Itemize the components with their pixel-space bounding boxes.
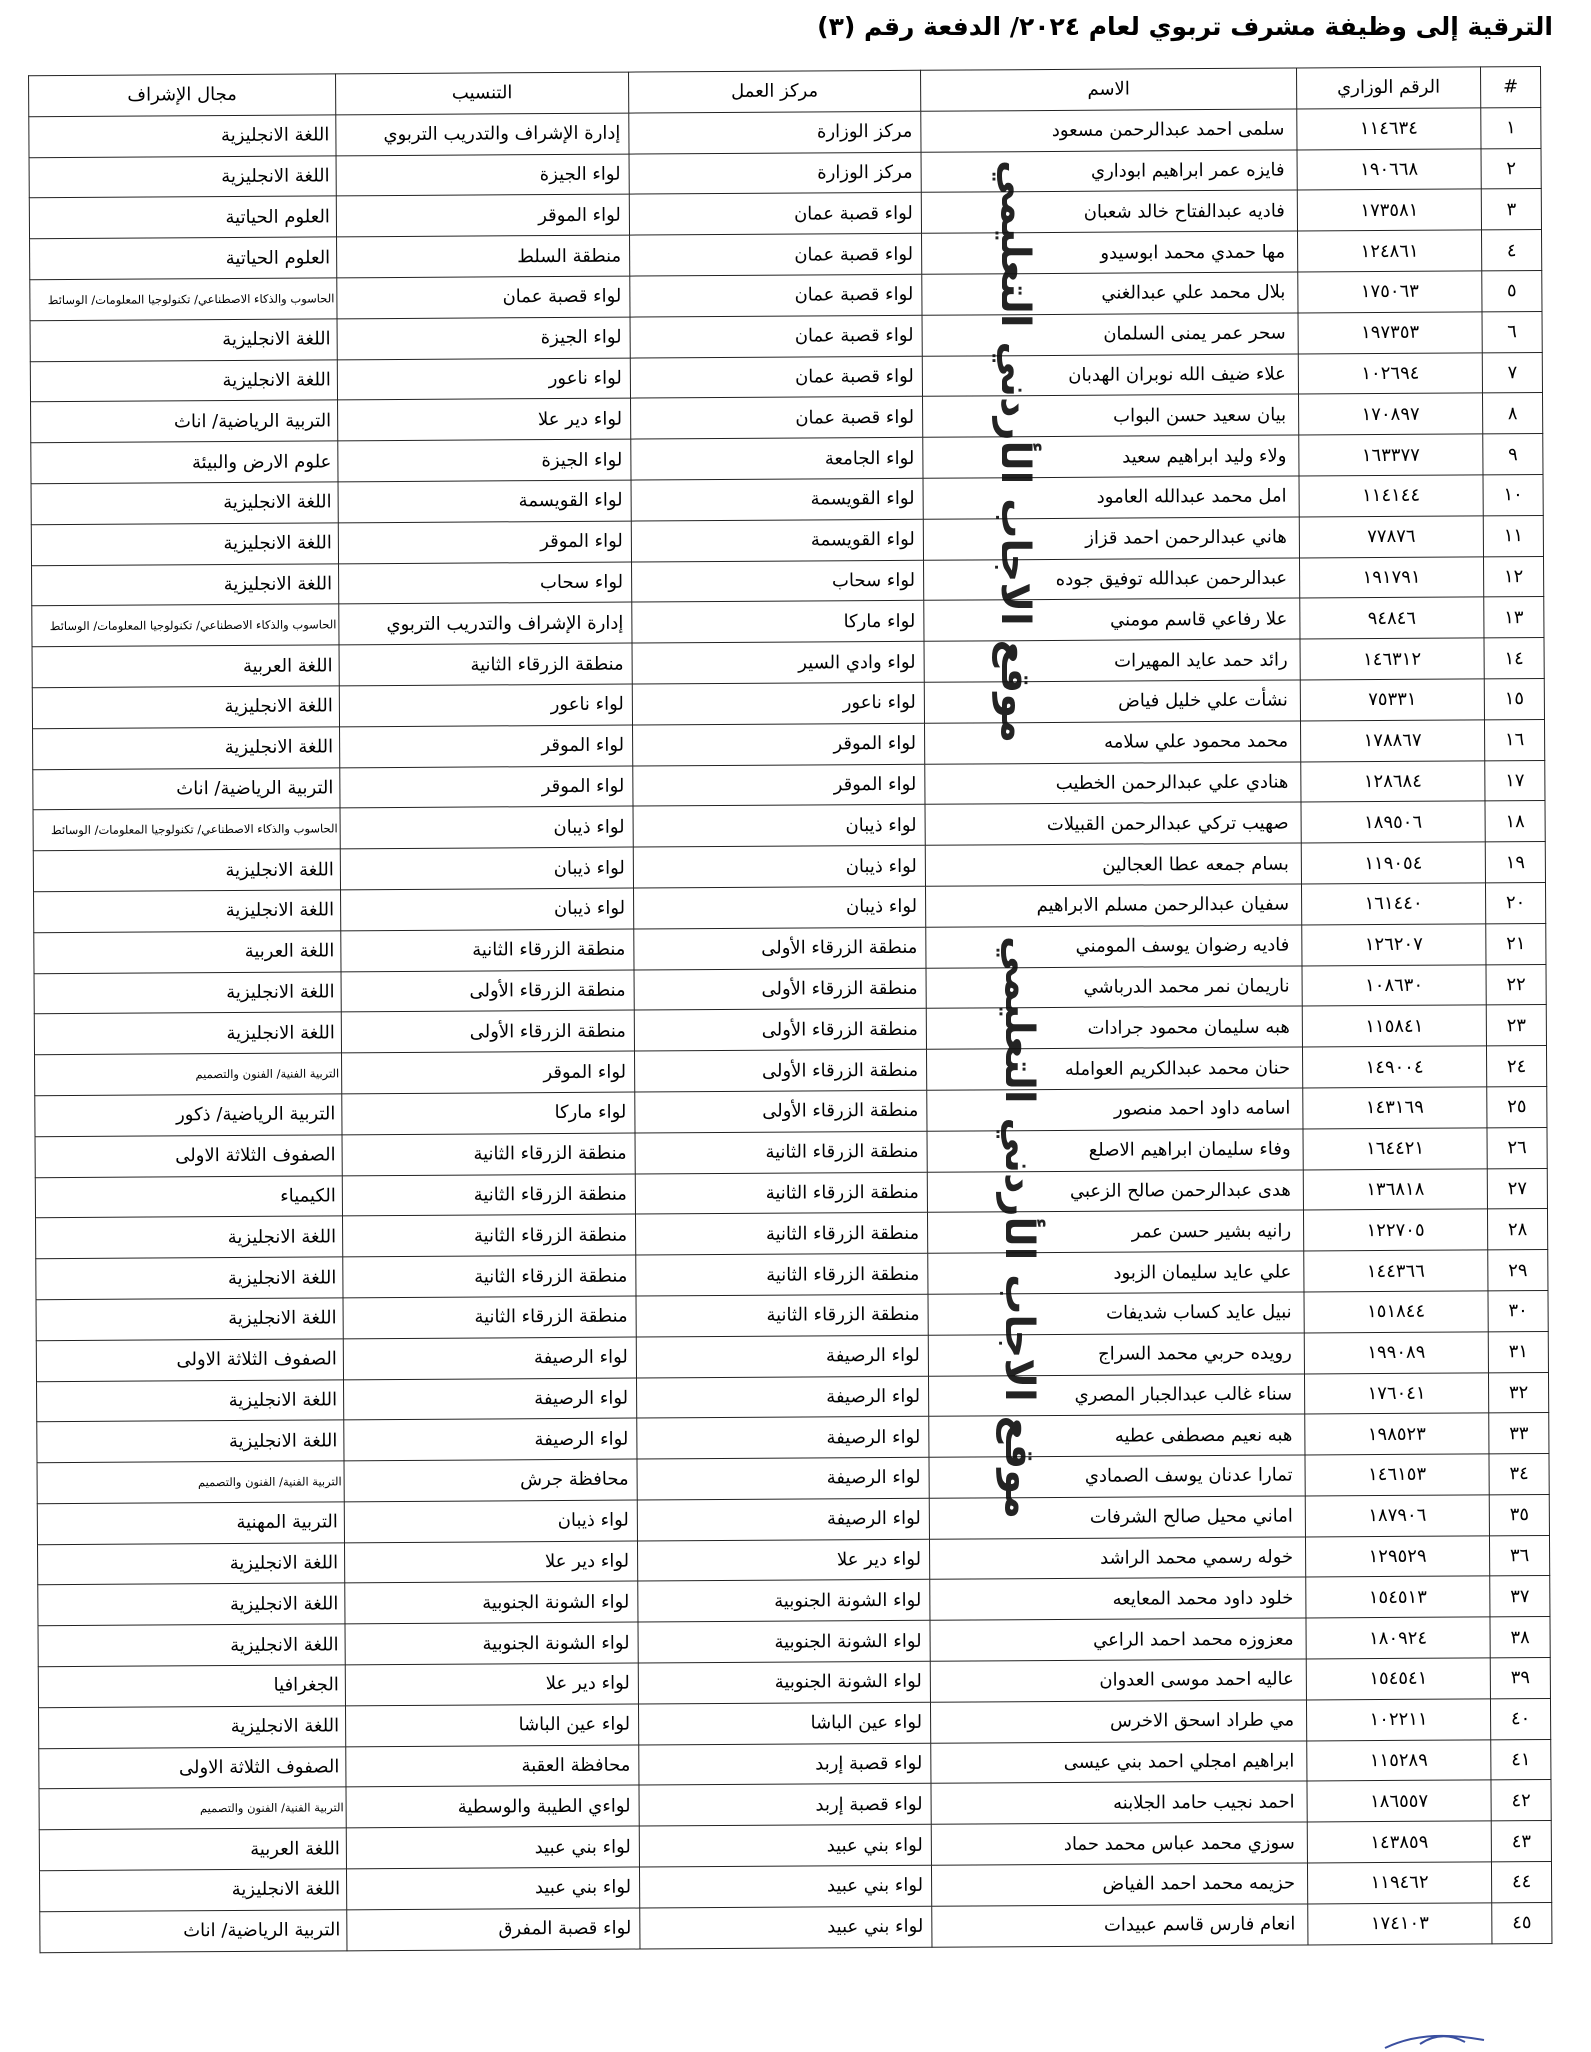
cell-work-center: لواء عين الباشا (638, 1702, 930, 1745)
cell-work-center: منطقة الزرقاء الأولى (634, 927, 926, 970)
cell-ministry-number: ١٩٨٥٢٣ (1305, 1413, 1489, 1455)
cell-index: ٢٠ (1485, 882, 1545, 923)
cell-placement: لواء عين الباشا (345, 1704, 638, 1747)
cell-work-center: لواء الشونة الجنوبية (638, 1621, 930, 1664)
cell-name: عاليه احمد موسى العدوان (930, 1659, 1306, 1702)
cell-index: ٣ (1481, 189, 1541, 230)
cell-placement: لواء دير علا (338, 398, 631, 441)
cell-ministry-number: ١٤٣١٦٩ (1303, 1087, 1487, 1129)
cell-placement: لواء الرصيفة (344, 1418, 637, 1461)
cell-name: هنادي علي عبدالرحمن الخطيب (925, 762, 1301, 805)
cell-placement: لواء الموقر (340, 766, 633, 809)
cell-ministry-number: ١٤٦١٥٣ (1305, 1454, 1489, 1496)
cell-placement: منطقة السلط (337, 235, 630, 278)
cell-placement: لواء الموقر (338, 521, 631, 564)
cell-placement: لواء ذيبان (344, 1500, 637, 1543)
cell-ministry-number: ١٢٤٨٦١ (1298, 230, 1482, 272)
cell-name: حنان محمد عبدالكريم العوامله (926, 1047, 1302, 1090)
cell-supervision-field: اللغة الانجليزية (32, 686, 339, 729)
cell-index: ٤٢ (1491, 1780, 1551, 1821)
cell-index: ١٠ (1483, 474, 1543, 515)
cell-name: هبه سليمان محمود جرادات (926, 1006, 1302, 1049)
cell-index: ٢٩ (1488, 1250, 1548, 1291)
cell-index: ٢١ (1486, 923, 1546, 964)
cell-ministry-number: ١٨٩٥٠٦ (1301, 801, 1485, 843)
cell-supervision-field: الصفوف الثلاثة الاولى (39, 1746, 346, 1789)
cell-work-center: لواء الموقر (633, 764, 925, 807)
cell-work-center: لواء الرصيفة (636, 1376, 928, 1419)
cell-placement: منطقة الزرقاء الثانية (343, 1296, 636, 1339)
cell-index: ٩ (1483, 434, 1543, 475)
cell-work-center: لواء ناعور (632, 682, 924, 725)
cell-placement: منطقة الزرقاء الثانية (342, 1174, 635, 1217)
cell-work-center: لواء بني عبيد (640, 1906, 932, 1949)
cell-name: معزوزه محمد احمد الراعي (930, 1618, 1306, 1661)
cell-supervision-field: اللغة الانجليزية (38, 1543, 345, 1586)
promotion-table-wrapper (28, 66, 1551, 1953)
cell-index: ٣٠ (1488, 1290, 1548, 1331)
cell-work-center: لواء الرصيفة (637, 1498, 929, 1541)
cell-index: ٤٠ (1490, 1698, 1550, 1739)
cell-work-center: منطقة الزرقاء الثانية (635, 1131, 927, 1174)
cell-supervision-field: الكيمياء (35, 1175, 342, 1218)
cell-ministry-number: ١٧٥٠٦٣ (1298, 271, 1482, 313)
cell-work-center: لواء قصبة عمان (630, 315, 922, 358)
cell-name: سلمى احمد عبدالرحمن مسعود (921, 109, 1297, 152)
cell-name: علاء ضيف الله نوبران الهدبان (922, 354, 1298, 397)
cell-supervision-field: اللغة الانجليزية (31, 523, 338, 566)
cell-work-center: لواء قصبة عمان (630, 274, 922, 317)
cell-name: خوله رسمي محمد الراشد (929, 1537, 1305, 1580)
cell-ministry-number: ١٠٢٦٩٤ (1298, 352, 1482, 394)
cell-supervision-field: اللغة الانجليزية (37, 1379, 344, 1422)
cell-name: هاني عبدالرحمن احمد قزاز (923, 517, 1299, 560)
cell-supervision-field: التربية المهنية (37, 1502, 344, 1545)
cell-ministry-number: ١٧٤١٠٣ (1308, 1903, 1492, 1945)
cell-ministry-number: ١٤٣٨٥٩ (1307, 1821, 1491, 1863)
cell-supervision-field: اللغة الانجليزية (37, 1420, 344, 1463)
cell-index: ١٣ (1484, 597, 1544, 638)
promotion-table (28, 66, 1552, 1953)
cell-placement: لواء الموقر (340, 725, 633, 768)
cell-index: ٣٥ (1489, 1494, 1549, 1535)
cell-supervision-field: اللغة الانجليزية (38, 1624, 345, 1667)
cell-name: اسامه داود احمد منصور (927, 1088, 1303, 1131)
cell-placement: منطقة الزرقاء الثانية (343, 1214, 636, 1257)
header-name: الاسم (921, 68, 1297, 111)
cell-work-center: منطقة الزرقاء الثانية (636, 1294, 928, 1337)
cell-placement: لواء الرصيفة (343, 1337, 636, 1380)
cell-work-center: لواء وادي السير (632, 641, 924, 684)
cell-ministry-number: ١١٥٨٤١ (1302, 1005, 1486, 1047)
cell-supervision-field: اللغة الانجليزية (34, 890, 341, 933)
cell-placement: لواء ماركا (342, 1092, 635, 1135)
cell-work-center: لواء قصبة عمان (630, 233, 922, 276)
cell-supervision-field: التربية الرياضية/ اناث (33, 767, 340, 810)
cell-placement: منطقة الزرقاء الثانية (342, 1133, 635, 1176)
cell-ministry-number: ١٨٠٩٢٤ (1306, 1617, 1490, 1659)
cell-name: سوزي محمد عباس محمد حماد (931, 1822, 1307, 1865)
cell-index: ٤٥ (1492, 1902, 1552, 1943)
cell-ministry-number: ١٢٨٦٨٤ (1301, 760, 1485, 802)
cell-placement: لواء الرصيفة (344, 1378, 637, 1421)
table-body (29, 107, 1552, 1952)
cell-supervision-field: اللغة الانجليزية (30, 359, 337, 402)
cell-index: ٢٧ (1487, 1168, 1547, 1209)
cell-name: اماني محيل صالح الشرفات (929, 1496, 1305, 1539)
cell-ministry-number: ١٧٨٨٦٧ (1300, 720, 1484, 762)
header-index: # (1481, 66, 1541, 107)
cell-placement: منطقة الزرقاء الأولى (341, 970, 634, 1013)
cell-supervision-field: اللغة الانجليزية (36, 1216, 343, 1259)
cell-supervision-field: اللغة الانجليزية (39, 1869, 346, 1912)
cell-name: ابراهيم امجلي احمد بني عيسى (931, 1741, 1307, 1784)
page-title: الترقية إلى وظيفة مشرف تربوي لعام ٢٠٢٤/ الدفعة رقم (٣) (817, 12, 1553, 41)
cell-ministry-number: ١٤٤٣٦٦ (1304, 1250, 1488, 1292)
cell-placement: لواء القويسمة (338, 480, 631, 523)
cell-ministry-number: ١٦٣٣٧٧ (1299, 434, 1483, 476)
cell-supervision-field: اللغة الانجليزية (31, 482, 338, 525)
cell-supervision-field: اللغة الانجليزية (33, 849, 340, 892)
cell-supervision-field: اللغة الانجليزية (29, 115, 336, 158)
cell-index: ١٨ (1485, 801, 1545, 842)
cell-ministry-number: ١٠٨٦٣٠ (1302, 964, 1486, 1006)
cell-name: رويده حربي محمد السراج (928, 1333, 1304, 1376)
cell-placement: لواء ناعور (337, 358, 630, 401)
cell-index: ١٢ (1483, 556, 1543, 597)
cell-placement: لواء ناعور (339, 684, 632, 727)
cell-work-center: منطقة الزرقاء الأولى (634, 1009, 926, 1052)
cell-name: هبه نعيم مصطفى عطيه (929, 1414, 1305, 1457)
cell-ministry-number: ١٢٢٧٠٥ (1303, 1209, 1487, 1251)
cell-supervision-field: التربية الرياضية/ ذكور (35, 1094, 342, 1137)
cell-work-center: لواء بني عبيد (639, 1825, 931, 1868)
cell-work-center: منطقة الزرقاء الثانية (636, 1253, 928, 1296)
cell-work-center: لواء الشونة الجنوبية (638, 1580, 930, 1623)
cell-work-center: لواء دير علا (637, 1539, 929, 1582)
cell-supervision-field: اللغة الانجليزية (29, 155, 336, 198)
cell-ministry-number: ١٧٦٠٤١ (1304, 1372, 1488, 1414)
cell-index: ٤٣ (1491, 1821, 1551, 1862)
cell-placement: لواء الموقر (342, 1051, 635, 1094)
cell-work-center: لواء الجامعة (631, 437, 923, 480)
cell-name: مي طراد اسحق الاخرس (930, 1700, 1306, 1743)
cell-supervision-field: التربية الفنية/ الفنون والتصميم (39, 1787, 346, 1830)
cell-supervision-field: الحاسوب والذكاء الاصطناعي/ تكنولوجيا المعلومات/ الوسائط (33, 808, 340, 851)
cell-name: احمد نجيب حامد الجلابنه (931, 1781, 1307, 1824)
cell-placement: لواء قصبة المفرق (347, 1908, 640, 1951)
cell-name: نبيل عايد كساب شديفات (928, 1292, 1304, 1335)
cell-index: ٣٨ (1490, 1617, 1550, 1658)
cell-placement: منطقة الزرقاء الثانية (341, 929, 634, 972)
cell-ministry-number: ١٢٦٢٠٧ (1302, 924, 1486, 966)
cell-index: ٥ (1482, 270, 1542, 311)
header-ministry-number: الرقم الوزاري (1297, 67, 1481, 109)
cell-work-center: لواء القويسمة (631, 478, 923, 521)
cell-supervision-field: العلوم الحياتية (29, 196, 336, 239)
cell-supervision-field: التربية الفنية/ الفنون والتصميم (37, 1461, 344, 1504)
cell-index: ١٥ (1484, 678, 1544, 719)
cell-work-center: لواء قصبة إربد (639, 1784, 931, 1827)
cell-index: ١٩ (1485, 842, 1545, 883)
cell-supervision-field: اللغة العربية (32, 645, 339, 688)
cell-name: عبدالرحمن عبدالله توفيق جوده (924, 558, 1300, 601)
header-supervision-field: مجال الإشراف (29, 74, 336, 117)
cell-index: ٣٦ (1489, 1535, 1549, 1576)
cell-work-center: لواء قصبة عمان (631, 397, 923, 440)
cell-supervision-field: العلوم الحياتية (30, 237, 337, 280)
cell-name: نشأت علي خليل فياض (924, 680, 1300, 723)
cell-placement: محافظة العقبة (346, 1745, 639, 1788)
cell-ministry-number: ١٨٧٩٠٦ (1305, 1495, 1489, 1537)
cell-ministry-number: ١٥٤٥١٣ (1306, 1576, 1490, 1618)
cell-ministry-number: ١١٤١٤٤ (1299, 475, 1483, 517)
cell-work-center: منطقة الزرقاء الثانية (635, 1213, 927, 1256)
header-placement: التنسيب (336, 72, 629, 115)
cell-ministry-number: ٧٧٨٧٦ (1299, 516, 1483, 558)
cell-placement: لواء بني عبيد (346, 1867, 639, 1910)
cell-placement: لواء الشونة الجنوبية (345, 1622, 638, 1665)
cell-work-center: لواء بني عبيد (639, 1865, 931, 1908)
cell-supervision-field: اللغة الانجليزية (33, 727, 340, 770)
cell-index: ١١ (1483, 515, 1543, 556)
cell-ministry-number: ١٦٤٤٢١ (1303, 1128, 1487, 1170)
cell-work-center: لواء قصبة عمان (629, 193, 921, 236)
cell-index: ٢٦ (1487, 1127, 1547, 1168)
cell-placement: إدارة الإشراف والتدريب التربوي (339, 602, 632, 645)
cell-work-center: لواء الرصيفة (637, 1457, 929, 1500)
cell-work-center: لواء قصبة عمان (630, 356, 922, 399)
signature-mark (1380, 2022, 1490, 2052)
cell-supervision-field: اللغة الانجليزية (34, 1012, 341, 1055)
cell-placement: لواء الجيزة (338, 439, 631, 482)
cell-work-center: لواء الشونة الجنوبية (638, 1661, 930, 1704)
cell-placement: لواء ذيبان (341, 888, 634, 931)
cell-name: هدى عبدالرحمن صالح الزعبي (927, 1169, 1303, 1212)
table-row (40, 1902, 1552, 1952)
cell-work-center: لواء ماركا (632, 601, 924, 644)
cell-index: ٧ (1482, 352, 1542, 393)
cell-index: ٤٤ (1491, 1862, 1551, 1903)
cell-ministry-number: ١٤٦٣١٢ (1300, 638, 1484, 680)
cell-supervision-field: اللغة الانجليزية (34, 971, 341, 1014)
cell-index: ٢ (1481, 148, 1541, 189)
cell-ministry-number: ١٧٠٨٩٧ (1299, 393, 1483, 435)
cell-supervision-field: الحاسوب والذكاء الاصطناعي/ تكنولوجيا المعلومات/ الوسائط (30, 278, 337, 321)
cell-work-center: منطقة الزرقاء الأولى (635, 1049, 927, 1092)
cell-supervision-field: اللغة الانجليزية (38, 1583, 345, 1626)
cell-work-center: لواء ذيبان (634, 886, 926, 929)
cell-ministry-number: ١٩٩٠٨٩ (1304, 1332, 1488, 1374)
cell-index: ٢٣ (1486, 1005, 1546, 1046)
cell-work-center: لواء قصبة إربد (639, 1743, 931, 1786)
cell-placement: لواء بني عبيد (346, 1826, 639, 1869)
cell-name: مها حمدي محمد ابوسيدو (922, 231, 1298, 274)
cell-name: سحر عمر يمنى السلمان (922, 313, 1298, 356)
cell-ministry-number: ٩٤٨٤٦ (1300, 597, 1484, 639)
cell-name: محمد محمود علي سلامه (925, 721, 1301, 764)
cell-work-center: منطقة الزرقاء الأولى (634, 968, 926, 1011)
cell-index: ١٦ (1484, 719, 1544, 760)
cell-supervision-field: الصفوف الثلاثة الاولى (36, 1339, 343, 1382)
header-work-center: مركز العمل (629, 70, 921, 113)
cell-name: خلود داود محمد المعايعه (930, 1577, 1306, 1620)
cell-ministry-number: ٧٥٣٣١ (1300, 679, 1484, 721)
cell-supervision-field: اللغة الانجليزية (30, 319, 337, 362)
watermark-text: موقع الاجاب الأردني التعليمي (992, 160, 1038, 744)
cell-name: انعام فارس قاسم عبيدات (932, 1904, 1308, 1947)
cell-ministry-number: ١٦١٤٤٠ (1301, 883, 1485, 925)
cell-placement: لواء سحاب (339, 562, 632, 605)
cell-index: ٨ (1482, 393, 1542, 434)
cell-name: سناء غالب عبدالجبار المصري (928, 1373, 1304, 1416)
cell-index: ٢٢ (1486, 964, 1546, 1005)
cell-index: ٤١ (1491, 1739, 1551, 1780)
cell-placement: لواء الشونة الجنوبية (345, 1582, 638, 1625)
cell-placement: لواء الجيزة (337, 317, 630, 360)
cell-work-center: لواء ذيبان (633, 805, 925, 848)
cell-placement: إدارة الإشراف والتدريب التربوي (336, 113, 629, 156)
cell-name: ناريمان نمر محمد الدرباشي (926, 966, 1302, 1009)
cell-work-center: لواء القويسمة (631, 519, 923, 562)
cell-placement: لواء ذيبان (340, 806, 633, 849)
watermark-text: موقع الاجاب الأردني التعليمي (996, 936, 1042, 1520)
cell-placement: محافظة جرش (344, 1459, 637, 1502)
cell-index: ١٤ (1484, 638, 1544, 679)
cell-name: بيان سعيد حسن البواب (923, 394, 1299, 437)
cell-name: علا رفاعي قاسم مومني (924, 598, 1300, 641)
cell-work-center: لواء سحاب (632, 560, 924, 603)
cell-ministry-number: ١٧٣٥٨١ (1297, 189, 1481, 231)
cell-supervision-field: التربية الرياضية/ اناث (31, 400, 338, 443)
cell-name: صهيب تركي عبدالرحمن القبيلات (925, 802, 1301, 845)
cell-ministry-number: ١١٩٠٥٤ (1301, 842, 1485, 884)
cell-placement: منطقة الزرقاء الثانية (339, 643, 632, 686)
cell-index: ٢٨ (1487, 1209, 1547, 1250)
cell-work-center: مركز الوزارة (629, 111, 921, 154)
cell-supervision-field: اللغة الانجليزية (32, 563, 339, 606)
cell-work-center: لواء الموقر (633, 723, 925, 766)
cell-ministry-number: ١٣٦٨١٨ (1303, 1168, 1487, 1210)
cell-ministry-number: ١٤٩٠٠٤ (1302, 1046, 1486, 1088)
cell-placement: لواء دير علا (344, 1541, 637, 1584)
cell-supervision-field: علوم الارض والبيئة (31, 441, 338, 484)
cell-supervision-field: التربية الرياضية/ اناث (40, 1910, 347, 1953)
cell-supervision-field: الصفوف الثلاثة الاولى (35, 1135, 342, 1178)
cell-ministry-number: ١٩٠٦٦٨ (1297, 148, 1481, 190)
cell-ministry-number: ١٢٩٥٢٩ (1305, 1536, 1489, 1578)
cell-name: امل محمد عبدالله العامود (923, 476, 1299, 519)
cell-supervision-field: اللغة الانجليزية (38, 1706, 345, 1749)
cell-placement: لواء الموقر (336, 194, 629, 237)
cell-index: ١٧ (1485, 760, 1545, 801)
cell-index: ٤ (1482, 230, 1542, 271)
cell-index: ٣٤ (1489, 1454, 1549, 1495)
cell-ministry-number: ١١٤٦٣٤ (1297, 108, 1481, 150)
cell-ministry-number: ١٩٧٣٥٣ (1298, 312, 1482, 354)
cell-index: ١ (1481, 107, 1541, 148)
cell-supervision-field: اللغة الانجليزية (36, 1257, 343, 1300)
cell-placement: لواء دير علا (345, 1663, 638, 1706)
cell-name: بلال محمد علي عبدالغني (922, 272, 1298, 315)
cell-placement: منطقة الزرقاء الأولى (341, 1010, 634, 1053)
cell-placement: لواء الجيزة (336, 154, 629, 197)
cell-index: ٢٥ (1487, 1086, 1547, 1127)
cell-ministry-number: ١١٩٤٦٢ (1307, 1862, 1491, 1904)
cell-ministry-number: ١٩١٧٩١ (1299, 556, 1483, 598)
cell-work-center: لواء ذيبان (633, 845, 925, 888)
cell-work-center: منطقة الزرقاء الثانية (635, 1172, 927, 1215)
cell-work-center: منطقة الزرقاء الأولى (635, 1090, 927, 1133)
cell-placement: منطقة الزرقاء الثانية (343, 1255, 636, 1298)
cell-ministry-number: ١٠٢٢١١ (1306, 1699, 1490, 1741)
cell-name: حزيمه محمد احمد الفياض (931, 1863, 1307, 1906)
cell-name: بسام جمعه عطا العجالين (925, 843, 1301, 886)
cell-ministry-number: ١٨٦٥٥٧ (1307, 1780, 1491, 1822)
cell-name: وفاء سليمان ابراهيم الاصلع (927, 1129, 1303, 1172)
cell-index: ٣٧ (1490, 1576, 1550, 1617)
cell-placement: لواء ذيبان (340, 847, 633, 890)
cell-index: ٣٢ (1488, 1372, 1548, 1413)
cell-placement: لواء قصبة عمان (337, 276, 630, 319)
cell-index: ٣٩ (1490, 1658, 1550, 1699)
cell-name: فايزه عمر ابراهيم ابوداري (921, 150, 1297, 193)
cell-name: فاديه عبدالفتاح خالد شعبان (921, 190, 1297, 233)
cell-name: رانيه بشير حسن عمر (927, 1210, 1303, 1253)
cell-work-center: لواء الرصيفة (636, 1335, 928, 1378)
cell-index: ٣١ (1488, 1331, 1548, 1372)
cell-ministry-number: ١١٥٢٨٩ (1307, 1740, 1491, 1782)
cell-name: تمارا عدنان يوسف الصمادي (929, 1455, 1305, 1498)
cell-name: رائد حمد عايد المهيرات (924, 639, 1300, 682)
cell-name: سفيان عبدالرحمن مسلم الابراهيم (925, 884, 1301, 927)
cell-supervision-field: اللغة العربية (34, 931, 341, 974)
cell-supervision-field: الحاسوب والذكاء الاصطناعي/ تكنولوجيا المعلومات/ الوسائط (32, 604, 339, 647)
cell-name: علي عايد سليمان الزبود (928, 1251, 1304, 1294)
cell-work-center: لواء الرصيفة (637, 1417, 929, 1460)
cell-supervision-field: التربية الفنية/ الفنون والتصميم (35, 1053, 342, 1096)
cell-ministry-number: ١٥١٨٤٤ (1304, 1291, 1488, 1333)
cell-ministry-number: ١٥٤٥٤١ (1306, 1658, 1490, 1700)
cell-supervision-field: اللغة العربية (39, 1828, 346, 1871)
cell-placement: لواءي الطيبة والوسطية (346, 1786, 639, 1829)
cell-work-center: مركز الوزارة (629, 152, 921, 195)
cell-name: ولاء وليد ابراهيم سعيد (923, 435, 1299, 478)
cell-index: ٢٤ (1486, 1046, 1546, 1087)
cell-index: ٦ (1482, 311, 1542, 352)
cell-name: فاديه رضوان يوسف المومني (926, 925, 1302, 968)
cell-supervision-field: اللغة الانجليزية (36, 1298, 343, 1341)
cell-supervision-field: الجغرافيا (38, 1665, 345, 1708)
cell-index: ٣٣ (1489, 1413, 1549, 1454)
